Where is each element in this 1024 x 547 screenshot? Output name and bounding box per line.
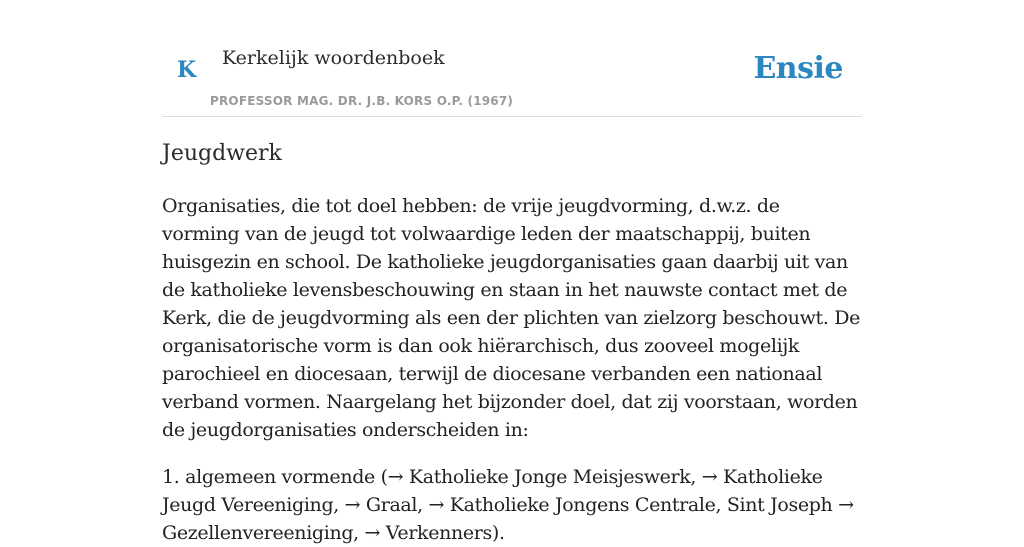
entry-content	[162, 138, 862, 547]
dictionary-logo[interactable]: K	[177, 57, 197, 83]
dictionary-title[interactable]: Kerkelijk woordenboek	[222, 47, 445, 69]
site-header	[162, 0, 862, 117]
entry-title: Jeugdwerk	[162, 141, 282, 166]
entry-paragraph: Organisaties, die tot doel hebben: de vrije jeugdvorming, d.w.z. de vorming van de jeugd tot volwaardige leden der maatschappij, buiten huisgezin en school. De katholieke jeugdorganisaties gaan daarbij uit van de katholieke levensbeschouwing en staan in het nauwste contact met de Kerk, die de jeugdvorming als een der plichten van zielzorg beschouwt. De organisatorische vorm is dan ook hiërarchisch, dus zooveel mogelijk parochieel en diocesaan, terwijl de diocesane verbanden een nationaal verband vormen. Naargelang het bijzonder doel, dat zij voorstaan, worden de jeugdorganisaties onderscheiden in:	[162, 195, 860, 441]
dictionary-author: PROFESSOR MAG. DR. J.B. KORS O.P. (1967)	[210, 94, 514, 108]
brand-logo[interactable]: Ensie	[753, 51, 843, 86]
entry-paragraph: 1. algemeen vormende (→ Katholieke Jonge Meisjeswerk, → Katholieke Jeugd Vereeniging, → Graal, → Katholieke Jongens Centrale, Sint Joseph → Gezellenvereeniging, → Verkenners).	[162, 466, 854, 544]
